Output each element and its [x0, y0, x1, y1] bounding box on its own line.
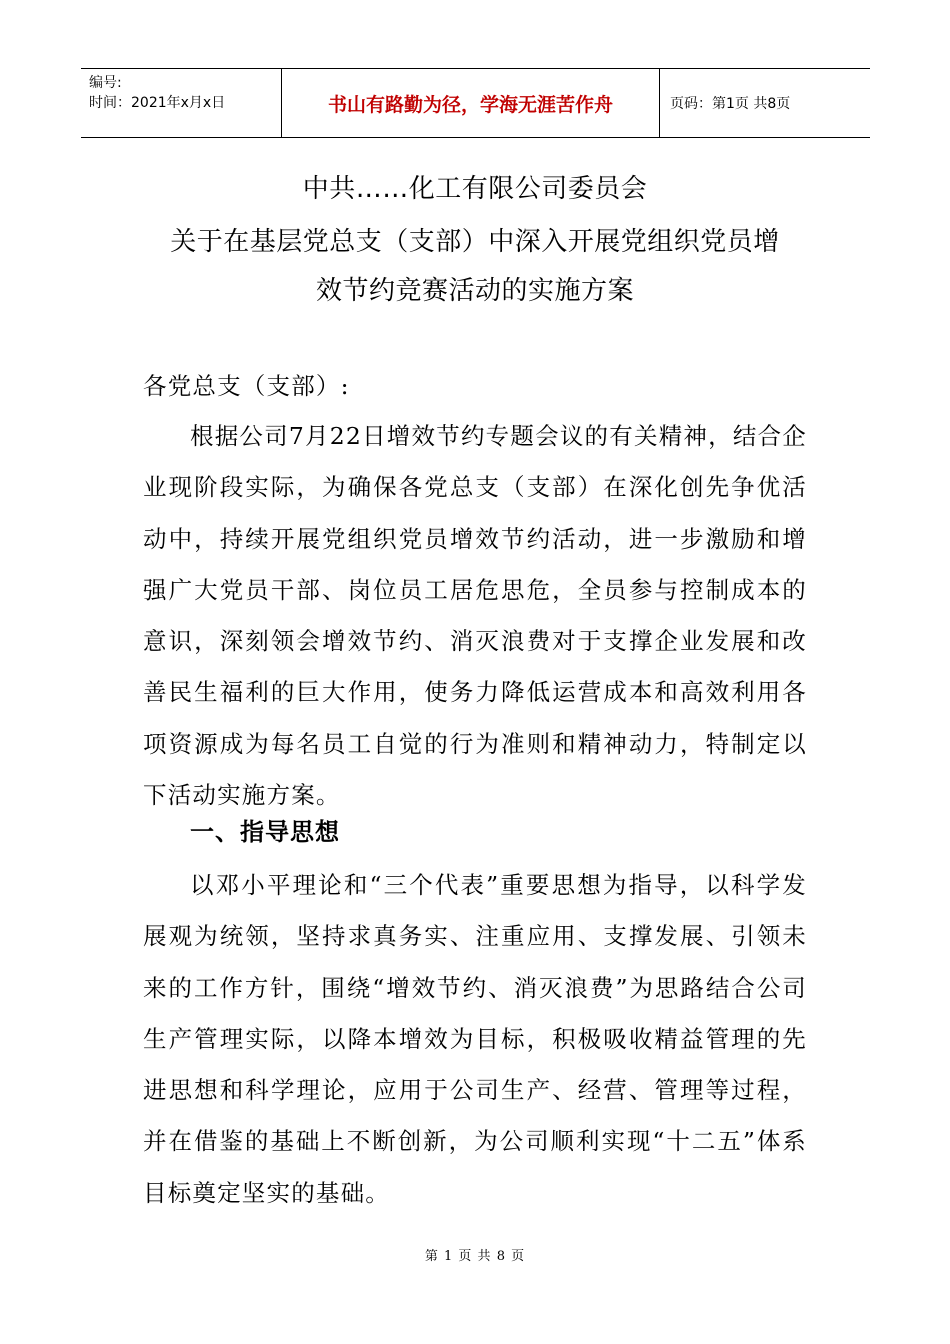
header-page-info: 页码：第1页 共8页	[670, 96, 791, 112]
title-line-2: 关于在基层党总支（支部）中深入开展党组织党员增	[170, 227, 780, 257]
document-header	[81, 68, 870, 138]
number-label: 编号:	[89, 75, 122, 91]
paragraph-guiding-ideology: 以邓小平理论和“三个代表”重要思想为指导，以科学发展观为统领，坚持求真务实、注重应用、支撑发展、引领未来的工作方针，围绕“增效节约、消灭浪费”为思路结合公司生产管理实际，以降本增效为目标，积极吸收精益管理的先进思想和科学理论，应用于公司生产、经营、管理等过程，并在借鉴的基础上不断创新，为公司顺利实现“十二五”体系目标奠定坚实的基础。	[143, 871, 807, 1207]
time-label: 时间：2021年x月x日	[89, 95, 226, 111]
salutation: 各党总支（支部）:	[143, 372, 350, 400]
paragraph-intro: 根据公司7月22日增效节约专题会议的有关精神，结合企业现阶段实际，为确保各党总支（支部）在深化创先争优活动中，持续开展党组织党员增效节约活动，进一步激励和增强广大党员干部、岗位员工居危思危，全员参与控制成本的意识，深刻领会增效节约、消灭浪费对于支撑企业发展和改善民生福利的巨大作用，使务力降低运营成本和高效利用各项资源成为每名员工自觉的行为准则和精神动力，特制定以下活动实施方案。	[143, 422, 807, 810]
title-line-1: 中共……化工有限公司委员会	[302, 174, 648, 204]
section-heading-guiding-ideology: 一、指导思想	[190, 818, 340, 846]
header-motto: 书山有路勤为径，学海无涯苦作舟	[282, 69, 660, 137]
title-line-3: 效节约竞赛活动的实施方案	[315, 276, 634, 306]
page-footer: 第 1 页 共 8 页	[424, 1249, 526, 1264]
header-meta	[81, 69, 282, 137]
